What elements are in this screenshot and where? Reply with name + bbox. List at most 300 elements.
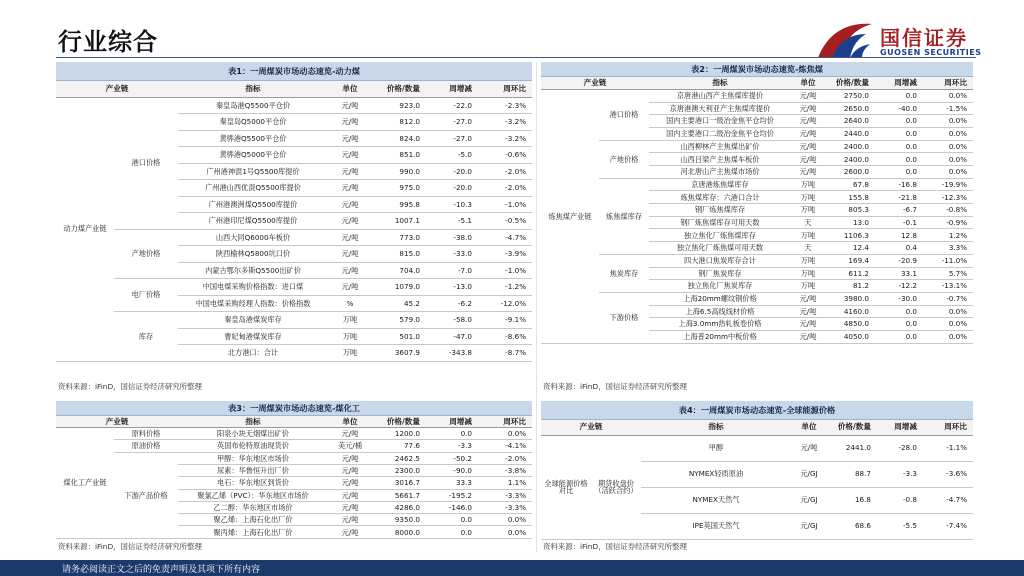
unit-cell: 元/吨 — [328, 180, 372, 197]
weekly-change-cell: 0.0 — [875, 166, 923, 179]
weekly-change-cell: -5.5 — [877, 513, 923, 539]
value-cell: 1007.1 — [372, 213, 426, 230]
indicator-cell: 上海6.5高线线材价格 — [649, 305, 791, 318]
col-header-indicator: 指标 — [649, 77, 791, 90]
wow-cell: 0.0% — [478, 428, 532, 440]
table-caption-row — [56, 62, 532, 81]
value-cell: 5661.7 — [372, 489, 426, 501]
indicator-cell: 北方港口：合计 — [178, 345, 328, 362]
table-coking-coal-panel — [541, 62, 973, 344]
col-header-wow: 周环比 — [923, 77, 973, 90]
logo-text-en: GUOSEN SECURITIES — [880, 48, 982, 57]
indicator-cell: 钢厂焦炭库存 — [649, 267, 791, 280]
weekly-change-cell: -13.0 — [426, 279, 478, 296]
value-cell: 773.0 — [372, 229, 426, 246]
page-title: 行业综合 — [58, 28, 158, 56]
group-label: 炼焦煤库存 — [599, 178, 649, 254]
value-cell: 4850.0 — [825, 318, 875, 331]
indicator-cell: 河北唐山产主焦煤市场价 — [649, 166, 791, 179]
value-cell: 975.0 — [372, 180, 426, 197]
group-label: 产地价格 — [599, 140, 649, 178]
indicator-cell: 聚乙烯：上海石化出厂价 — [178, 514, 328, 526]
indicator-cell: 黄骅港Q5000平仓价 — [178, 147, 328, 164]
col-header-unit: 单位 — [328, 415, 372, 427]
unit-cell: 元/吨 — [328, 147, 372, 164]
col-header-chain: 产业链 — [541, 419, 641, 435]
wow-cell: 1.1% — [478, 477, 532, 489]
group-label: 期货收盘价（活跃合约） — [591, 435, 641, 539]
unit-cell: 万吨 — [328, 345, 372, 362]
weekly-change-cell: -10.3 — [426, 196, 478, 213]
weekly-change-cell: 0.4 — [875, 242, 923, 255]
weekly-change-cell: -195.2 — [426, 489, 478, 501]
unit-cell: 元/吨 — [791, 330, 825, 343]
wow-cell: -3.9% — [478, 246, 532, 263]
weekly-change-cell: -38.0 — [426, 229, 478, 246]
table-global-energy-panel — [541, 401, 973, 540]
unit-cell: 元/吨 — [791, 435, 827, 461]
col-header-wow: 周环比 — [923, 419, 973, 435]
value-cell: 2650.0 — [825, 102, 875, 115]
col-header-chain: 产业链 — [56, 415, 178, 427]
indicator-cell: 上海普20mm中板价格 — [649, 330, 791, 343]
weekly-change-cell: 0.0 — [875, 330, 923, 343]
weekly-change-cell: -22.0 — [426, 97, 478, 114]
weekly-change-cell: -40.0 — [875, 102, 923, 115]
value-cell: 995.8 — [372, 196, 426, 213]
table-coal-chemical — [56, 401, 532, 539]
value-cell: 611.2 — [825, 267, 875, 280]
value-cell: 851.0 — [372, 147, 426, 164]
value-cell: 155.8 — [825, 191, 875, 204]
weekly-change-cell: -146.0 — [426, 501, 478, 513]
weekly-change-cell: -50.2 — [426, 452, 478, 464]
wow-cell: -2.0% — [478, 180, 532, 197]
weekly-change-cell: 0.0 — [875, 153, 923, 166]
weekly-change-cell: -27.0 — [426, 130, 478, 147]
group-label: 电厂价格 — [114, 279, 178, 312]
weekly-change-cell: 0.0 — [875, 318, 923, 331]
indicator-cell: 曹妃甸港煤炭库存 — [178, 328, 328, 345]
value-cell: 4286.0 — [372, 501, 426, 513]
weekly-change-cell: 0.0 — [875, 127, 923, 140]
wow-cell: 0.0% — [478, 514, 532, 526]
value-cell: 2600.0 — [825, 166, 875, 179]
indicator-cell: 四大港口焦炭库存合计 — [649, 254, 791, 267]
value-cell: 88.7 — [827, 461, 877, 487]
value-cell: 579.0 — [372, 312, 426, 329]
indicator-cell: 英国布伦特原油现货价 — [178, 440, 328, 452]
col-header-wow: 周环比 — [478, 81, 532, 98]
table-row — [56, 97, 532, 114]
wow-cell: 0.0% — [923, 89, 973, 102]
indicator-cell: 广州港神混1号Q5500库提价 — [178, 163, 328, 180]
wow-cell: 0.0% — [923, 115, 973, 128]
table-row — [541, 140, 973, 153]
value-cell: 3980.0 — [825, 292, 875, 305]
group-label: 下游价格 — [599, 292, 649, 343]
indicator-cell: 炼焦煤库存：六港口合计 — [649, 191, 791, 204]
wow-cell: -19.9% — [923, 178, 973, 191]
unit-cell: 元/吨 — [791, 305, 825, 318]
wow-cell: -2.0% — [478, 163, 532, 180]
col-header-indicator: 指标 — [178, 415, 328, 427]
col-header-wow: 周环比 — [478, 415, 532, 427]
value-cell: 12.4 — [825, 242, 875, 255]
indicator-cell: 广州港山西优混Q5500库提价 — [178, 180, 328, 197]
value-cell: 815.0 — [372, 246, 426, 263]
wow-cell: -0.7% — [923, 292, 973, 305]
indicator-cell: 秦皇岛Q5000平仓价 — [178, 114, 328, 131]
value-cell: 68.6 — [827, 513, 877, 539]
indicator-cell: 聚氯乙烯（PVC）：华东地区市场价 — [178, 489, 328, 501]
weekly-change-cell: -3.3 — [877, 461, 923, 487]
table-thermal-coal — [56, 62, 532, 362]
unit-cell: 万吨 — [328, 328, 372, 345]
wow-cell: -2.0% — [478, 452, 532, 464]
indicator-cell: NYMEX轻质原油 — [641, 461, 791, 487]
weekly-change-cell: 0.0 — [426, 514, 478, 526]
indicator-cell: 广州港印尼煤Q5500库提价 — [178, 213, 328, 230]
weekly-change-cell: 0.0 — [875, 115, 923, 128]
panel-divider — [536, 62, 537, 552]
unit-cell: 元/吨 — [328, 246, 372, 263]
table-header-row — [56, 415, 532, 427]
table-row — [56, 428, 532, 440]
wow-cell: 0.0% — [923, 305, 973, 318]
col-header-weekly-change: 周增减 — [426, 81, 478, 98]
indicator-cell: 钢厂炼焦煤库存 — [649, 204, 791, 217]
table-header-row — [56, 81, 532, 98]
col-header-value: 价格/数量 — [372, 81, 426, 98]
col-header-chain: 产业链 — [56, 81, 178, 98]
table-row — [541, 254, 973, 267]
table4-source: 资料来源：iFinD，国信证券经济研究所整理 — [543, 542, 687, 551]
table-row — [56, 452, 532, 464]
table-caption: 表1：一周煤炭市场动态速览-动力煤 — [56, 62, 532, 81]
weekly-change-cell: 0.0 — [875, 305, 923, 318]
wow-cell: -0.6% — [478, 147, 532, 164]
value-cell: 2400.0 — [825, 153, 875, 166]
value-cell: 4160.0 — [825, 305, 875, 318]
unit-cell: 元/吨 — [328, 464, 372, 476]
indicator-cell: 京唐港炼焦煤库存 — [649, 178, 791, 191]
weekly-change-cell: -20.0 — [426, 163, 478, 180]
wow-cell: -12.3% — [923, 191, 973, 204]
wow-cell: -13.1% — [923, 280, 973, 293]
weekly-change-cell: -58.0 — [426, 312, 478, 329]
weekly-change-cell: 12.8 — [875, 229, 923, 242]
wow-cell: -4.1% — [478, 440, 532, 452]
unit-cell: 元/吨 — [328, 114, 372, 131]
indicator-cell: 中国电煤采购经理人指数：价格指数 — [178, 295, 328, 312]
table-caption: 表2：一周煤炭市场动态速览-炼焦煤 — [541, 62, 973, 77]
group-label: 港口价格 — [599, 89, 649, 140]
weekly-change-cell: -5.1 — [426, 213, 478, 230]
col-header-unit: 单位 — [791, 77, 825, 90]
table-row — [541, 292, 973, 305]
unit-cell: 元/吨 — [328, 279, 372, 296]
weekly-change-cell: -16.8 — [875, 178, 923, 191]
value-cell: 805.3 — [825, 204, 875, 217]
unit-cell: 万吨 — [791, 267, 825, 280]
unit-cell: 元/吨 — [328, 213, 372, 230]
col-header-chain: 产业链 — [541, 77, 649, 90]
table-row — [541, 89, 973, 102]
indicator-cell: 甲醇 — [641, 435, 791, 461]
wow-cell: 0.0% — [923, 166, 973, 179]
unit-cell: 元/GJ — [791, 513, 827, 539]
group-label: 焦炭库存 — [599, 254, 649, 292]
unit-cell: 元/吨 — [791, 89, 825, 102]
value-cell: 4050.0 — [825, 330, 875, 343]
unit-cell: 元/吨 — [328, 163, 372, 180]
value-cell: 501.0 — [372, 328, 426, 345]
unit-cell: 元/吨 — [791, 115, 825, 128]
table1-source: 资料来源：iFinD，国信证券经济研究所整理 — [58, 382, 202, 391]
value-cell: 9350.0 — [372, 514, 426, 526]
weekly-change-cell: 33.1 — [875, 267, 923, 280]
wow-cell: -3.8% — [478, 464, 532, 476]
chain-label: 动力煤产业链 — [56, 97, 114, 361]
value-cell: 67.8 — [825, 178, 875, 191]
table3-source: 资料来源：iFinD，国信证券经济研究所整理 — [58, 542, 202, 551]
unit-cell: % — [328, 295, 372, 312]
wow-cell: -12.0% — [478, 295, 532, 312]
unit-cell: 万吨 — [791, 280, 825, 293]
indicator-cell: 内蒙古鄂尔多斯Q5500出矿价 — [178, 262, 328, 279]
table-row — [56, 312, 532, 329]
table-thermal-coal-panel — [56, 62, 532, 362]
group-label: 原料价格 — [114, 428, 178, 440]
wow-cell: -8.7% — [478, 345, 532, 362]
value-cell: 1106.3 — [825, 229, 875, 242]
weekly-change-cell: -343.8 — [426, 345, 478, 362]
wow-cell: -1.1% — [923, 435, 973, 461]
value-cell: 923.0 — [372, 97, 426, 114]
value-cell: 77.6 — [372, 440, 426, 452]
value-cell: 2462.5 — [372, 452, 426, 464]
table-row — [56, 440, 532, 452]
unit-cell: 元/吨 — [791, 140, 825, 153]
unit-cell: 元/吨 — [328, 501, 372, 513]
wow-cell: -11.0% — [923, 254, 973, 267]
col-header-value: 价格/数量 — [825, 77, 875, 90]
value-cell: 2440.0 — [825, 127, 875, 140]
unit-cell: 元/吨 — [791, 292, 825, 305]
table-coal-chemical-panel — [56, 401, 532, 539]
wow-cell: 1.2% — [923, 229, 973, 242]
unit-cell: 元/吨 — [791, 318, 825, 331]
col-header-indicator: 指标 — [178, 81, 328, 98]
wow-cell: -1.2% — [478, 279, 532, 296]
table-row — [56, 229, 532, 246]
wow-cell: 0.0% — [923, 153, 973, 166]
wow-cell: -1.0% — [478, 262, 532, 279]
indicator-cell: 广州港澳洲煤Q5500库提价 — [178, 196, 328, 213]
unit-cell: 元/GJ — [791, 461, 827, 487]
value-cell: 2441.0 — [827, 435, 877, 461]
indicator-cell: 独立焦化厂炼焦煤可用天数 — [649, 242, 791, 255]
group-label: 港口价格 — [114, 97, 178, 229]
wow-cell: -0.8% — [923, 204, 973, 217]
group-label: 下游产品价格 — [114, 452, 178, 538]
wow-cell: -1.0% — [478, 196, 532, 213]
unit-cell: 元/吨 — [328, 526, 372, 538]
table2-source: 资料来源：iFinD，国信证券经济研究所整理 — [543, 382, 687, 391]
indicator-cell: NYMEX天然气 — [641, 487, 791, 513]
wow-cell: -1.5% — [923, 102, 973, 115]
indicator-cell: 甲醇：华东地区市场价 — [178, 452, 328, 464]
indicator-cell: 聚丙烯：上海石化出厂价 — [178, 526, 328, 538]
unit-cell: 元/吨 — [328, 130, 372, 147]
value-cell: 824.0 — [372, 130, 426, 147]
value-cell: 704.0 — [372, 262, 426, 279]
weekly-change-cell: 0.0 — [426, 428, 478, 440]
value-cell: 812.0 — [372, 114, 426, 131]
value-cell: 3607.9 — [372, 345, 426, 362]
wow-cell: -3.3% — [478, 501, 532, 513]
indicator-cell: 黄骅港Q5500平仓价 — [178, 130, 328, 147]
wow-cell: -0.5% — [478, 213, 532, 230]
unit-cell: 元/吨 — [791, 166, 825, 179]
wow-cell: -3.2% — [478, 130, 532, 147]
table-caption-row — [541, 62, 973, 77]
logo-text-cn: 国信证券 — [880, 26, 968, 50]
indicator-cell: 山西大同Q6000车板价 — [178, 229, 328, 246]
weekly-change-cell: -5.0 — [426, 147, 478, 164]
col-header-unit: 单位 — [328, 81, 372, 98]
weekly-change-cell: -3.3 — [426, 440, 478, 452]
table-row — [541, 435, 973, 461]
indicator-cell: 阳泉小块无烟煤出矿价 — [178, 428, 328, 440]
wow-cell: 0.0% — [923, 330, 973, 343]
table-header-row — [541, 419, 973, 435]
unit-cell: 元/吨 — [328, 196, 372, 213]
weekly-change-cell: 0.0 — [875, 89, 923, 102]
value-cell: 1079.0 — [372, 279, 426, 296]
col-header-weekly-change: 周增减 — [426, 415, 478, 427]
weekly-change-cell: 0.0 — [875, 140, 923, 153]
unit-cell: 元/吨 — [791, 102, 825, 115]
unit-cell: 万吨 — [328, 312, 372, 329]
indicator-cell: 秦皇岛港Q5500平仓价 — [178, 97, 328, 114]
indicator-cell: 山西柳林产主焦煤出矿价 — [649, 140, 791, 153]
weekly-change-cell: -30.0 — [875, 292, 923, 305]
footer-bar — [0, 560, 1024, 576]
weekly-change-cell: -28.0 — [877, 435, 923, 461]
weekly-change-cell: -47.0 — [426, 328, 478, 345]
indicator-cell: 秦皇岛港煤炭库存 — [178, 312, 328, 329]
wow-cell: -0.9% — [923, 216, 973, 229]
weekly-change-cell: -20.9 — [875, 254, 923, 267]
unit-cell: 元/吨 — [791, 153, 825, 166]
wow-cell: -3.2% — [478, 114, 532, 131]
indicator-cell: 乙二醇：华东地区市场价 — [178, 501, 328, 513]
weekly-change-cell: 0.0 — [426, 526, 478, 538]
wow-cell: -4.7% — [478, 229, 532, 246]
chain-label: 全球能源价格对比 — [541, 435, 591, 539]
table-global-energy — [541, 401, 973, 540]
table-caption-row — [56, 401, 532, 415]
weekly-change-cell: 33.3 — [426, 477, 478, 489]
weekly-change-cell: -0.1 — [875, 216, 923, 229]
weekly-change-cell: -20.0 — [426, 180, 478, 197]
indicator-cell: 尿素：华鲁恒升出厂价 — [178, 464, 328, 476]
unit-cell: 元/吨 — [328, 97, 372, 114]
value-cell: 16.8 — [827, 487, 877, 513]
group-label: 库存 — [114, 312, 178, 362]
weekly-change-cell: -0.8 — [877, 487, 923, 513]
indicator-cell: 陕西榆林Q5800坑口价 — [178, 246, 328, 263]
weekly-change-cell: -21.8 — [875, 191, 923, 204]
col-header-weekly-change: 周增减 — [875, 77, 923, 90]
indicator-cell: 独立焦化厂炼焦煤库存 — [649, 229, 791, 242]
table-row — [541, 178, 973, 191]
value-cell: 45.2 — [372, 295, 426, 312]
indicator-cell: 上海20mm螺纹钢价格 — [649, 292, 791, 305]
wow-cell: 0.0% — [478, 526, 532, 538]
unit-cell: 天 — [791, 242, 825, 255]
weekly-change-cell: -27.0 — [426, 114, 478, 131]
weekly-change-cell: -33.0 — [426, 246, 478, 263]
unit-cell: 元/吨 — [791, 127, 825, 140]
value-cell: 81.2 — [825, 280, 875, 293]
wow-cell: 5.7% — [923, 267, 973, 280]
col-header-weekly-change: 周增减 — [877, 419, 923, 435]
wow-cell: 0.0% — [923, 318, 973, 331]
indicator-cell: 山西吕梁产主焦煤车板价 — [649, 153, 791, 166]
col-header-indicator: 指标 — [641, 419, 791, 435]
weekly-change-cell: -12.2 — [875, 280, 923, 293]
wow-cell: 0.0% — [923, 127, 973, 140]
value-cell: 2300.0 — [372, 464, 426, 476]
unit-cell: 万吨 — [791, 229, 825, 242]
unit-cell: 天 — [791, 216, 825, 229]
weekly-change-cell: -6.2 — [426, 295, 478, 312]
value-cell: 2640.0 — [825, 115, 875, 128]
wow-cell: -8.6% — [478, 328, 532, 345]
title-rule — [56, 57, 976, 58]
wow-cell: -3.3% — [478, 489, 532, 501]
col-header-value: 价格/数量 — [372, 415, 426, 427]
wow-cell: 0.0% — [923, 140, 973, 153]
group-label: 产地价格 — [114, 229, 178, 279]
col-header-unit: 单位 — [791, 419, 827, 435]
wow-cell: 3.3% — [923, 242, 973, 255]
indicator-cell: 钢厂炼焦煤库存可用天数 — [649, 216, 791, 229]
table-coking-coal — [541, 62, 973, 344]
value-cell: 1200.0 — [372, 428, 426, 440]
indicator-cell: 独立焦化厂焦炭库存 — [649, 280, 791, 293]
value-cell: 2750.0 — [825, 89, 875, 102]
weekly-change-cell: -6.7 — [875, 204, 923, 217]
value-cell: 169.4 — [825, 254, 875, 267]
indicator-cell: 国内主要港口一级冶金焦平仓均价 — [649, 115, 791, 128]
chain-label: 炼焦煤产业链 — [541, 89, 599, 343]
unit-cell: 万吨 — [791, 254, 825, 267]
table-caption: 表3：一周煤炭市场动态速览-煤化工 — [56, 401, 532, 415]
unit-cell: 万吨 — [791, 191, 825, 204]
unit-cell: 元/吨 — [328, 489, 372, 501]
unit-cell: 元/吨 — [328, 452, 372, 464]
indicator-cell: 中国电煤采购价格指数：进口煤 — [178, 279, 328, 296]
value-cell: 8000.0 — [372, 526, 426, 538]
indicator-cell: 国内主要港口二级冶金焦平仓均价 — [649, 127, 791, 140]
unit-cell: 元/吨 — [328, 428, 372, 440]
unit-cell: 元/GJ — [791, 487, 827, 513]
wow-cell: -7.4% — [923, 513, 973, 539]
